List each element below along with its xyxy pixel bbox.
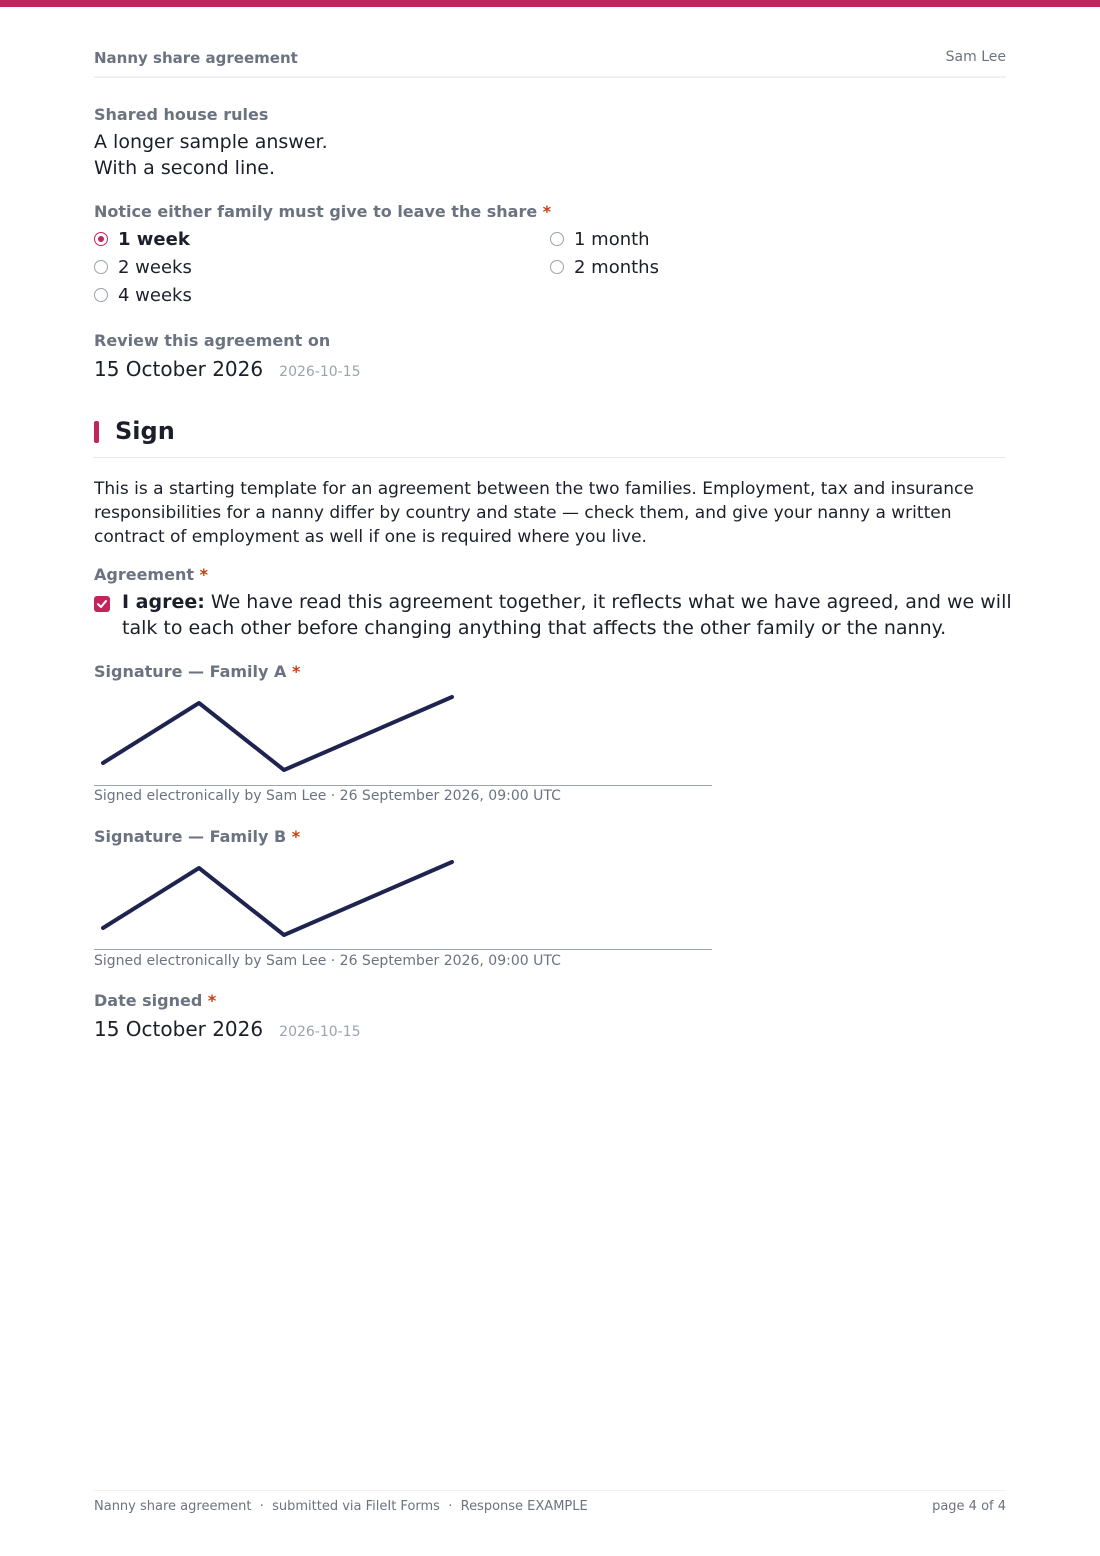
- radio-option-2-weeks[interactable]: [94, 255, 192, 279]
- signature-a-pad[interactable]: [94, 689, 712, 786]
- radio-option-4-weeks[interactable]: [94, 283, 192, 307]
- document-title: Nanny share agreement: [94, 49, 298, 67]
- section-heading-sign: [94, 417, 1006, 458]
- signature-a-label: [94, 662, 300, 681]
- radio-option-label: 1 month: [574, 228, 650, 250]
- date-signed-iso: 2026-10-15: [279, 1024, 361, 1040]
- agreement-lead: I agree:: [122, 591, 205, 613]
- accent-top-bar: [0, 0, 1100, 7]
- required-asterisk: *: [291, 827, 301, 846]
- required-asterisk: *: [542, 202, 552, 221]
- house-rules-answer-line-2: With a second line.: [94, 157, 275, 179]
- radio-empty-icon: [94, 260, 108, 274]
- checkbox-checked-icon[interactable]: [94, 596, 110, 612]
- radio-empty-icon: [550, 260, 564, 274]
- signature-a-drawing: [94, 689, 712, 785]
- review-date-display: 15 October 2026: [94, 357, 264, 381]
- radio-option-label: 4 weeks: [118, 284, 192, 306]
- signature-b-label: [94, 827, 300, 846]
- radio-option-1-week[interactable]: [94, 227, 190, 251]
- radio-empty-icon: [550, 232, 564, 246]
- review-date-iso: 2026-10-15: [279, 364, 361, 380]
- agreement-text: [122, 589, 1012, 641]
- radio-option-label: 2 weeks: [118, 256, 192, 278]
- agreement-body: We have read this agreement together, it reflects what we have agreed, and we will talk to each other before changing anything that affects the other family or the nanny.: [122, 591, 1012, 639]
- required-asterisk: *: [199, 565, 208, 584]
- date-signed-display: 15 October 2026: [94, 1017, 264, 1041]
- review-date-label: Review this agreement on: [94, 331, 331, 350]
- radio-option-label: 2 months: [574, 256, 659, 278]
- date-signed-label: [94, 991, 216, 1010]
- date-signed-value: [94, 1016, 361, 1045]
- agreement-label-text: Agreement: [94, 565, 194, 584]
- signature-b-drawing: [94, 853, 712, 949]
- agreement-label: [94, 565, 208, 584]
- signature-b-label-text: Signature — Family B: [94, 827, 287, 846]
- house-rules-answer-line-1: A longer sample answer.: [94, 131, 328, 153]
- signature-a-caption: Signed electronically by Sam Lee · 26 September 2026, 09:00 UTC: [94, 788, 561, 804]
- section-accent-bar: [94, 421, 99, 443]
- radio-option-label: 1 week: [118, 228, 190, 250]
- footer-submission-info: Nanny share agreement · submitted via FileIt Forms · Response EXAMPLE: [94, 1499, 588, 1514]
- section-title: Sign: [115, 417, 175, 445]
- sign-intro-paragraph: This is a starting template for an agreement between the two families. Employment, tax and insurance responsibilities for a nanny differ by country and state — check them, and give your nanny a written contract of employment as well if one is required where you live.: [94, 479, 974, 547]
- respondent-name: Sam Lee: [945, 49, 1006, 65]
- radio-option-1-month[interactable]: [550, 227, 650, 251]
- house-rules-label: Shared house rules: [94, 105, 269, 124]
- page-footer: [94, 1490, 1006, 1521]
- notice-question-label: [94, 202, 551, 221]
- radio-option-2-months[interactable]: [550, 255, 659, 279]
- required-asterisk: *: [207, 991, 217, 1010]
- signature-b-caption: Signed electronically by Sam Lee · 26 September 2026, 09:00 UTC: [94, 953, 561, 969]
- radio-selected-icon: [94, 232, 108, 246]
- signature-a-label-text: Signature — Family A: [94, 662, 287, 681]
- signature-b-pad[interactable]: [94, 853, 712, 950]
- review-date-value: [94, 356, 361, 385]
- radio-empty-icon: [94, 288, 108, 302]
- required-asterisk: *: [291, 662, 301, 681]
- notice-question-text: Notice either family must give to leave the share: [94, 202, 538, 221]
- page-header: [94, 48, 1006, 78]
- page-number: page 4 of 4: [932, 1499, 1006, 1514]
- date-signed-label-text: Date signed: [94, 991, 203, 1010]
